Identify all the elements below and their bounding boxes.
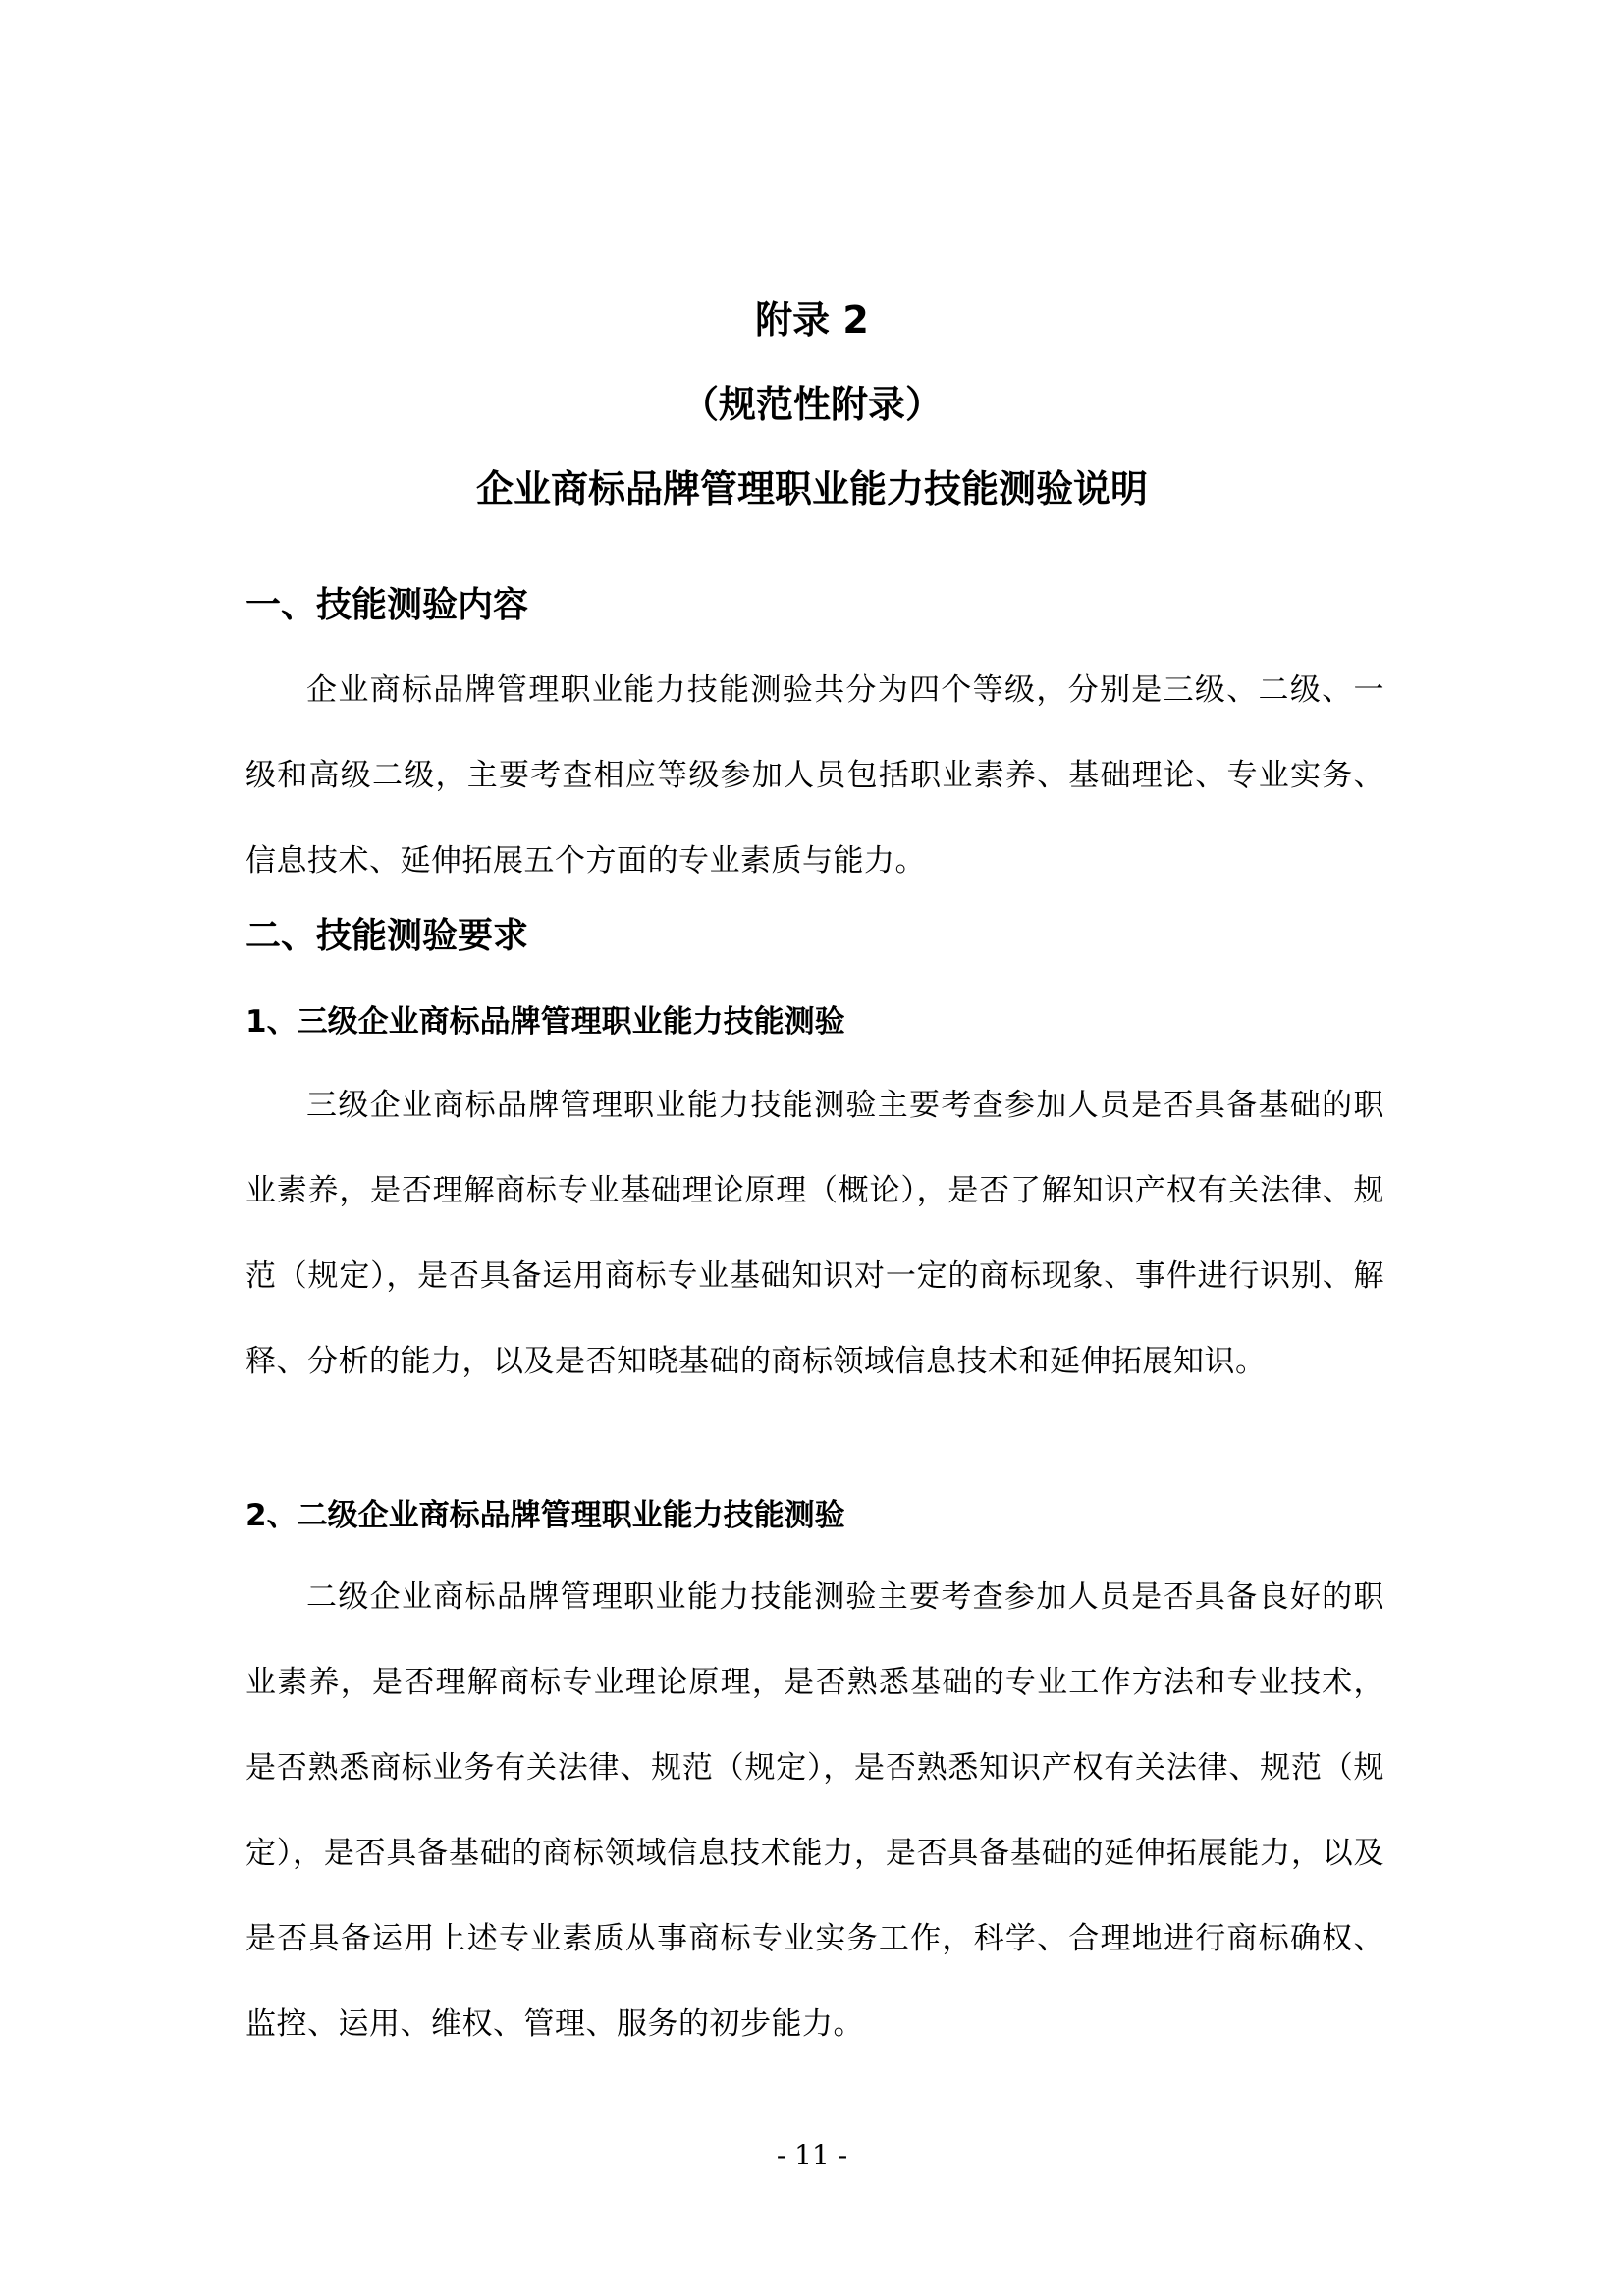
appendix-type: （规范性附录） [680,383,943,426]
subsection-heading-level3: 1、三级企业商标品牌管理职业能力技能测验 [245,1004,845,1040]
subsection-paragraph-level3: 三级企业商标品牌管理职业能力技能测验主要考查参加人员是否具备基础的职业素养，是否理解商标专业基础理论原理（概论），是否了解知识产权有关法律、规范（规定），是否具备运用商标专业基础知识对一定的商标现象、事件进行识别、解释、分析的能力，以及是否知晓基础的商标领域信息技术和延伸拓展知识。 [245,1088,1384,1379]
subsection-heading-level2: 2、二级企业商标品牌管理职业能力技能测验 [245,1498,845,1533]
subsection-paragraph-level2: 二级企业商标品牌管理职业能力技能测验主要考查参加人员是否具备良好的职业素养，是否理解商标专业理论原理，是否熟悉基础的专业工作方法和专业技术，是否熟悉商标业务有关法律、规范（规定），是否熟悉知识产权有关法律、规范（规定），是否具备基础的商标领域信息技术能力，是否具备基础的延伸拓展能力，以及是否具备运用上述专业素质从事商标专业实务工作，科学、合理地进行商标确权、监控、运用、维权、管理、服务的初步能力。 [245,1579,1384,2042]
section-paragraph-content: 企业商标品牌管理职业能力技能测验共分为四个等级，分别是三级、二级、一级和高级二级，主要考查相应等级参加人员包括职业素养、基础理论、专业实务、信息技术、延伸拓展五个方面的专业素质与能力。 [245,672,1384,879]
page-number: - 11 - [776,2139,848,2171]
appendix-label: 附录 2 [755,298,869,342]
section-heading-requirements: 二、技能测验要求 [245,916,529,956]
section-heading-content: 一、技能测验内容 [245,585,529,625]
document-title: 企业商标品牌管理职业能力技能测验说明 [475,467,1148,510]
